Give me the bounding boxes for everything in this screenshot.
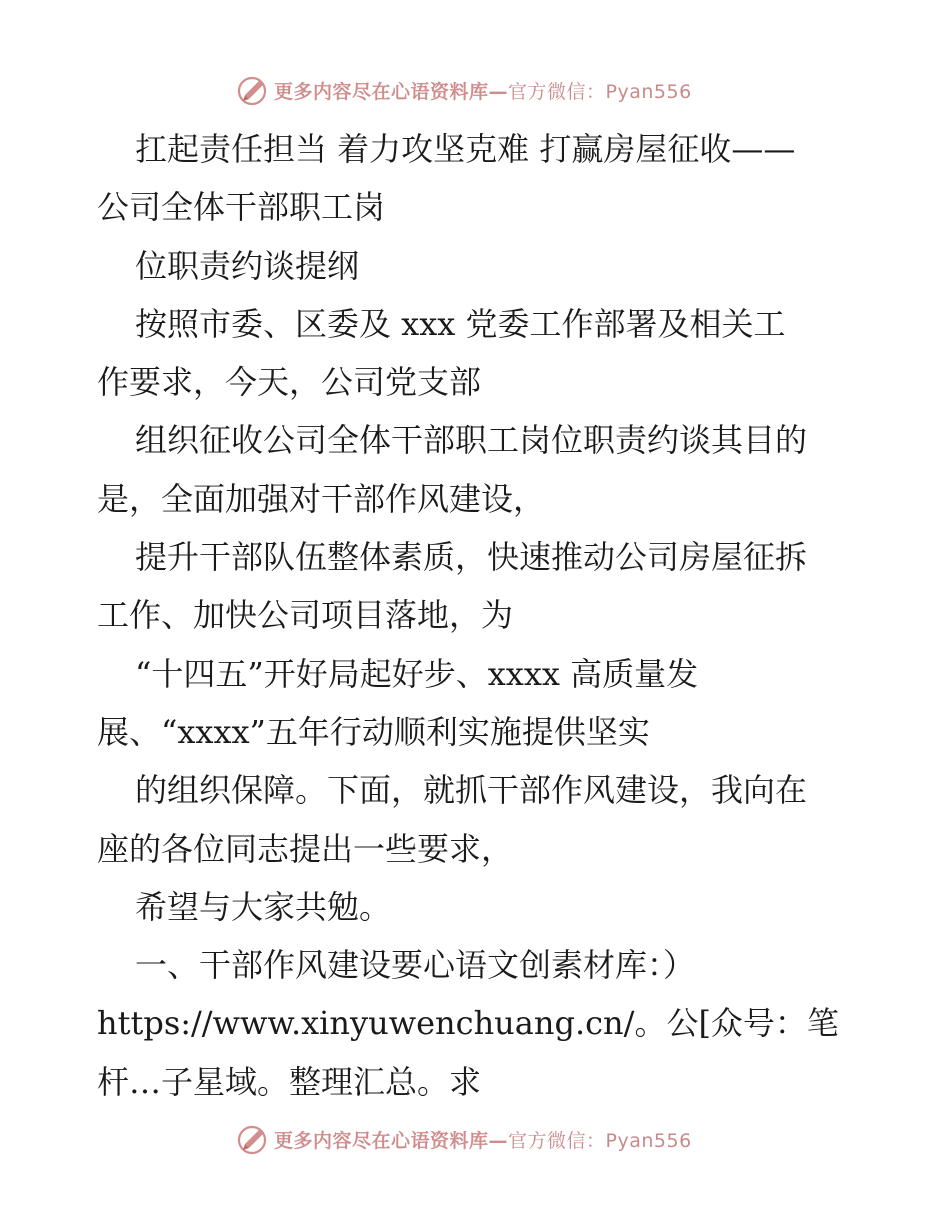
text-line: 的组织保障。下面，就抓干部作风建设，我向在 xyxy=(135,771,808,810)
banner-wechat: 官方微信：Pyan556 xyxy=(508,1129,692,1152)
text-line: 公司全体干部职工岗 xyxy=(97,188,386,227)
text-line: https://www.xinyuwenchuang.cn/。公[众号：笔 xyxy=(97,1004,839,1043)
footer-watermark-banner xyxy=(236,1121,692,1157)
text-line: 展、“xxxx”五年行动顺利实施提供坚实 xyxy=(97,712,650,751)
text-line: 工作、加快公司项目落地，为 xyxy=(97,596,514,635)
text-line: “十四五”开好局起好步、xxxx 高质量发 xyxy=(135,654,699,693)
text-line: 杆…子星域。整理汇总。求 xyxy=(97,1062,482,1101)
pen-logo-icon xyxy=(236,73,270,107)
text-line: 作要求，今天，公司党支部 xyxy=(97,363,482,402)
pen-logo-icon xyxy=(236,1122,270,1156)
text-line: 希望与大家共勉。 xyxy=(135,887,392,926)
banner-wechat: 官方微信：Pyan556 xyxy=(508,80,692,103)
banner-text: 更多内容尽在心语资料库— xyxy=(274,80,509,103)
document-body xyxy=(97,120,877,1111)
text-line: 一、干部作风建设要心语文创素材库：） xyxy=(135,946,696,985)
text-line: 是，全面加强对干部作风建设， xyxy=(97,479,546,518)
banner-text: 更多内容尽在心语资料库— xyxy=(274,1129,509,1152)
text-line: 位职责约谈提纲 xyxy=(135,246,360,285)
text-line: 提升干部队伍整体素质，快速推动公司房屋征拆 xyxy=(135,538,808,577)
text-line: 组织征收公司全体干部职工岗位职责约谈其目的 xyxy=(135,421,808,460)
text-line: 座的各位同志提出一些要求， xyxy=(97,829,514,868)
text-line: 按照市委、区委及 xxx 党委工作部署及相关工 xyxy=(135,304,786,343)
header-watermark-banner xyxy=(236,72,692,108)
text-line: 扛起责任担当 着力攻坚克难 打赢房屋征收—— xyxy=(135,130,796,168)
